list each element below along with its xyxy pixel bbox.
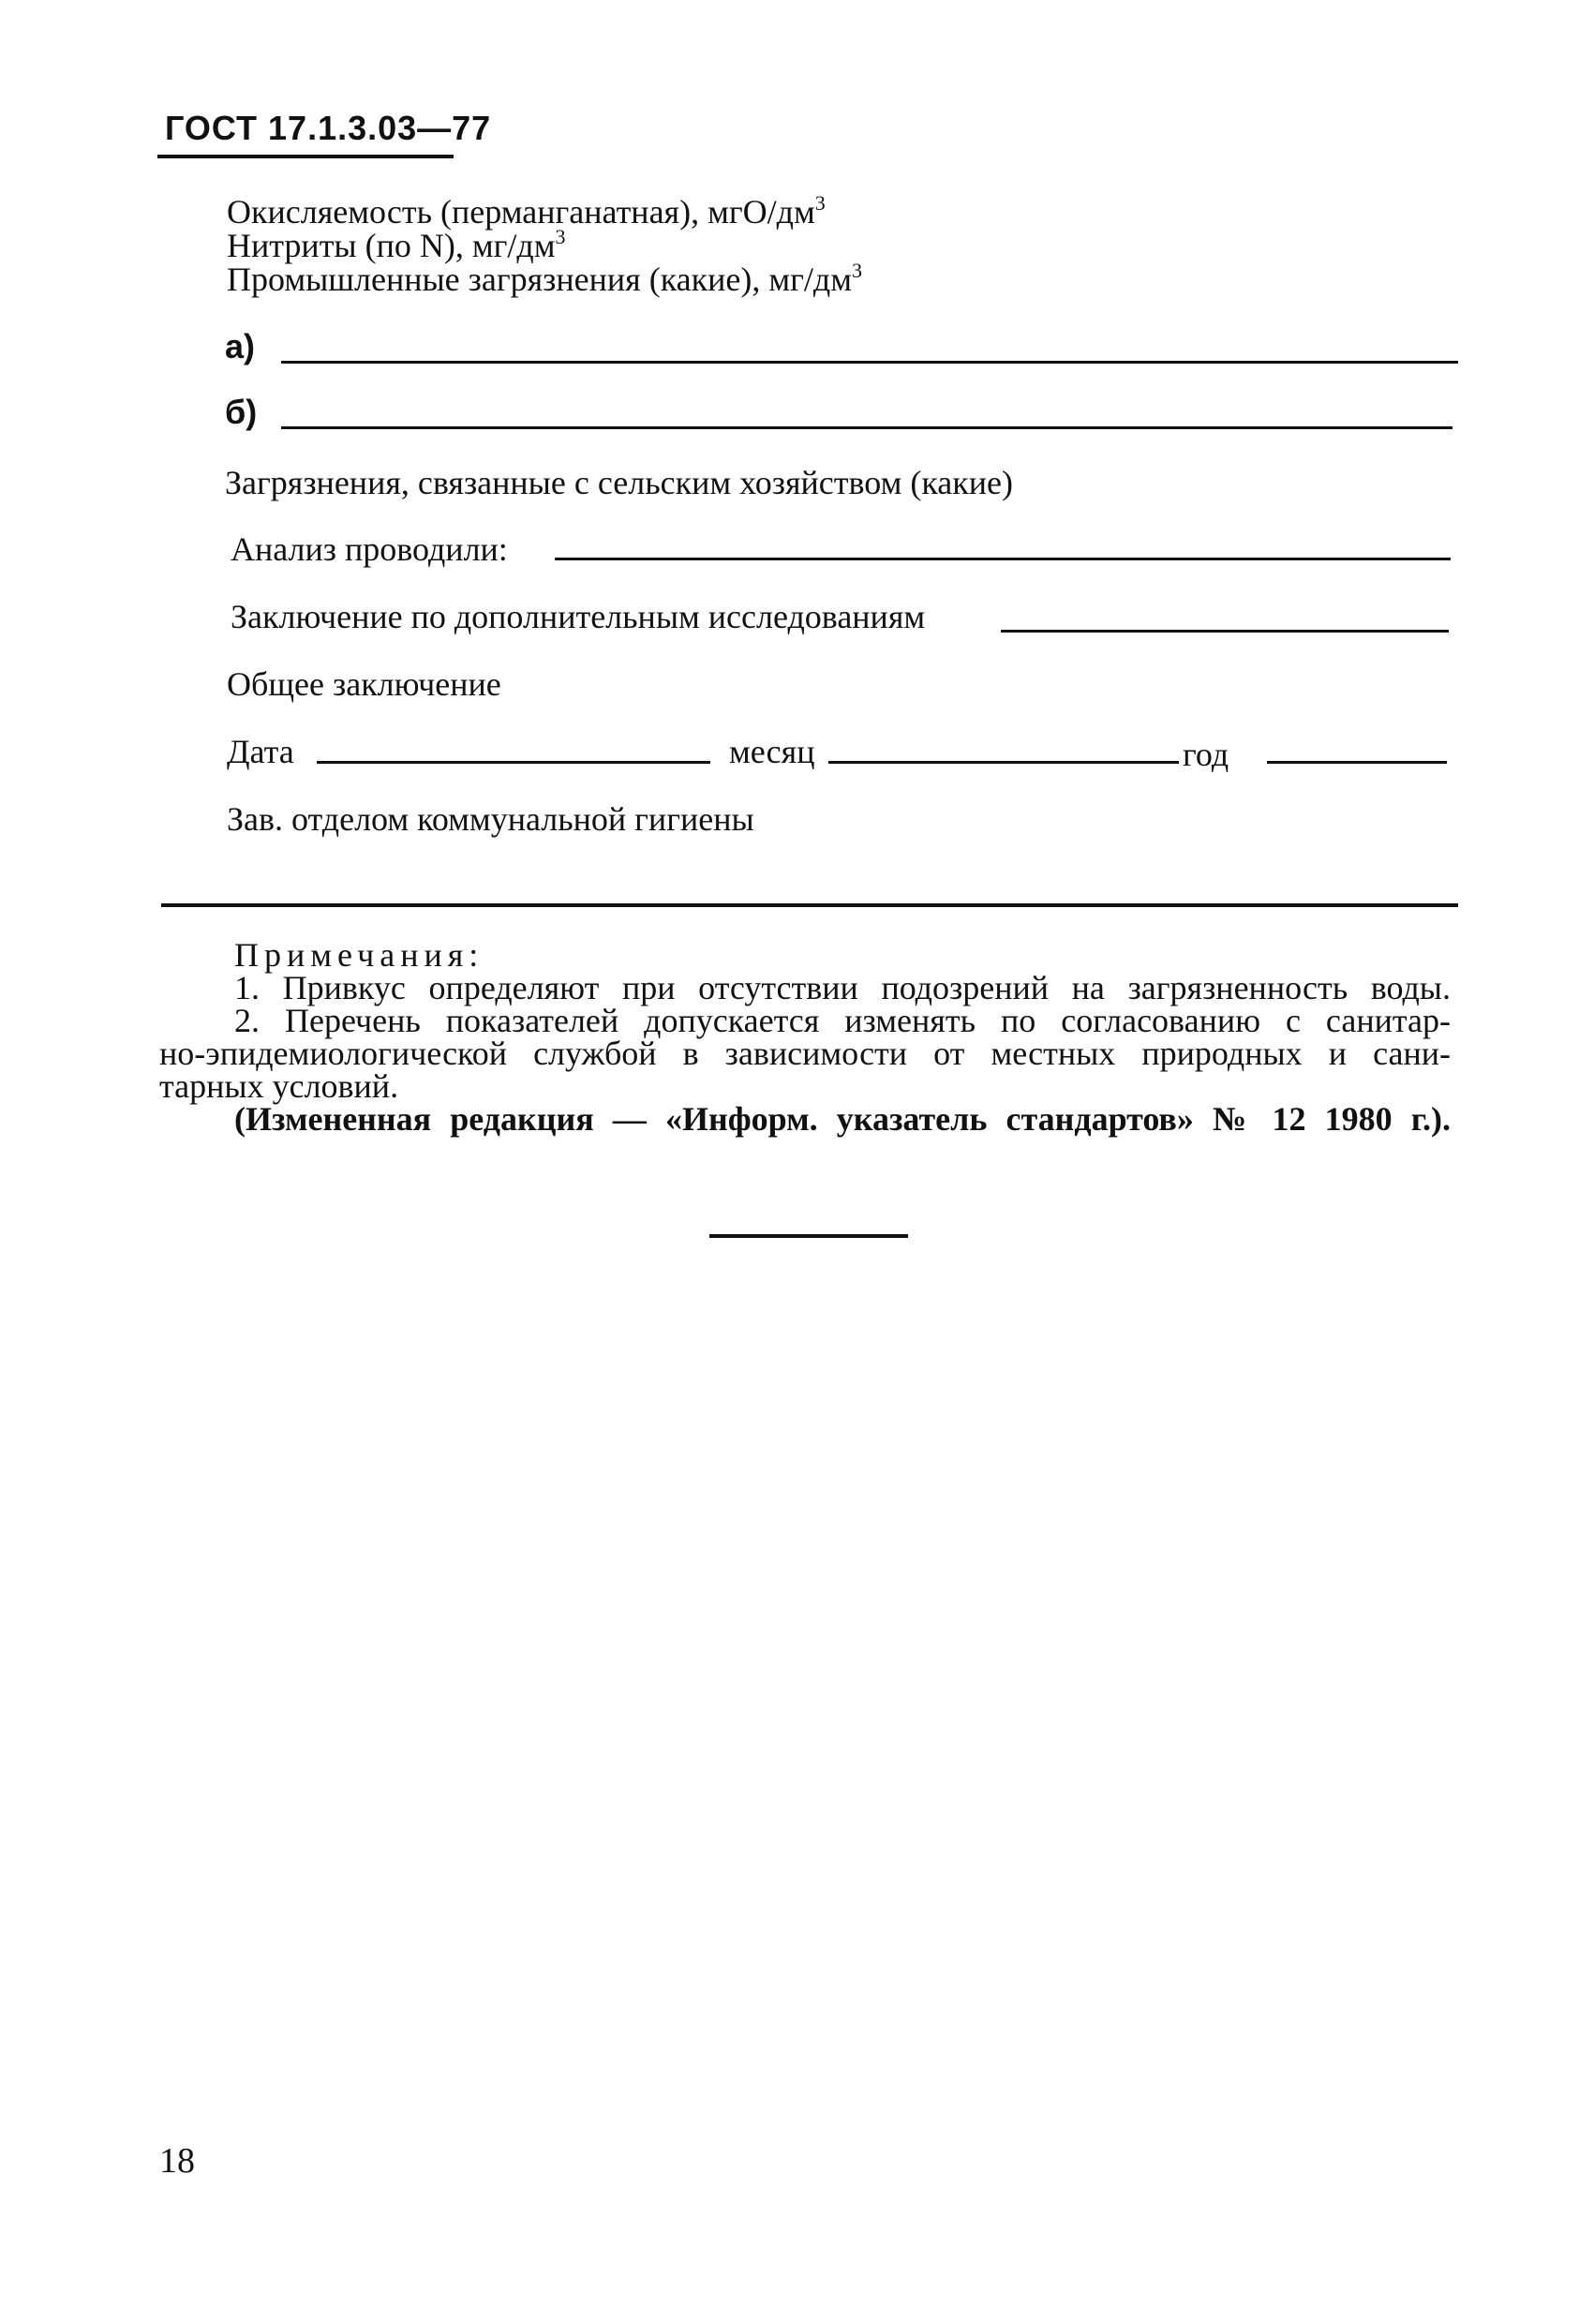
note-1: 1. Привкус определяют при отсутствии подозрений на загрязненность воды. [234, 969, 1451, 1006]
note-2-line-1: 2. Перечень показателей допускается изменять по согласованию с санитар- [234, 1002, 1451, 1039]
analysis-by-fill-line[interactable] [555, 558, 1451, 560]
item-b-label: б) [225, 393, 258, 431]
end-rule [709, 1234, 908, 1238]
oxidizability-label: Окисляемость (перманганатная), мгО/$дм^3$ [227, 191, 826, 231]
analysis-by-label: Анализ проводили: [231, 530, 508, 568]
head-signature-label: Зав. отделом коммунальной гигиены [227, 800, 754, 838]
page-number: 18 [159, 2141, 195, 2181]
date-label: Дата [227, 733, 294, 770]
month-label: месяц [729, 733, 815, 770]
year-label: год [1183, 736, 1229, 773]
month-fill-line[interactable] [828, 761, 1179, 764]
item-b-fill-line[interactable] [281, 426, 1452, 429]
additional-conclusion-fill-line[interactable] [1001, 630, 1449, 633]
section-separator [161, 903, 1458, 907]
standard-number: ГОСТ 17.1.3.03—77 [165, 109, 492, 147]
date-fill-line[interactable] [317, 761, 710, 764]
notes-heading: Примечания: [234, 936, 484, 974]
additional-conclusion-label: Заключение по дополнительным исследованиям [231, 598, 926, 635]
item-a-fill-line[interactable] [281, 361, 1458, 364]
note-2-line-3: тарных условий. [159, 1067, 399, 1105]
agricultural-pollution-label: Загрязнения, связанные с сельским хозяйством (какие) [225, 464, 1013, 501]
nitrites-label: Нитриты (по N), $мг/дм^3$ [227, 225, 566, 264]
header-underline [157, 155, 454, 158]
general-conclusion-label: Общее заключение [227, 665, 501, 703]
notes-section [159, 936, 1451, 1138]
industrial-pollution-label: Промышленные загрязнения (какие), $мг/дм^3$ [227, 259, 863, 298]
year-fill-line[interactable] [1267, 761, 1447, 764]
item-a-label: а) [225, 327, 256, 365]
edition-note: (Измененная редакция — «Информ. указатель стандартов» № 12 1980 г.). [234, 1100, 1451, 1138]
note-2-line-2: но-эпидемиологической службой в зависимости от местных природных и сани- [159, 1035, 1451, 1072]
